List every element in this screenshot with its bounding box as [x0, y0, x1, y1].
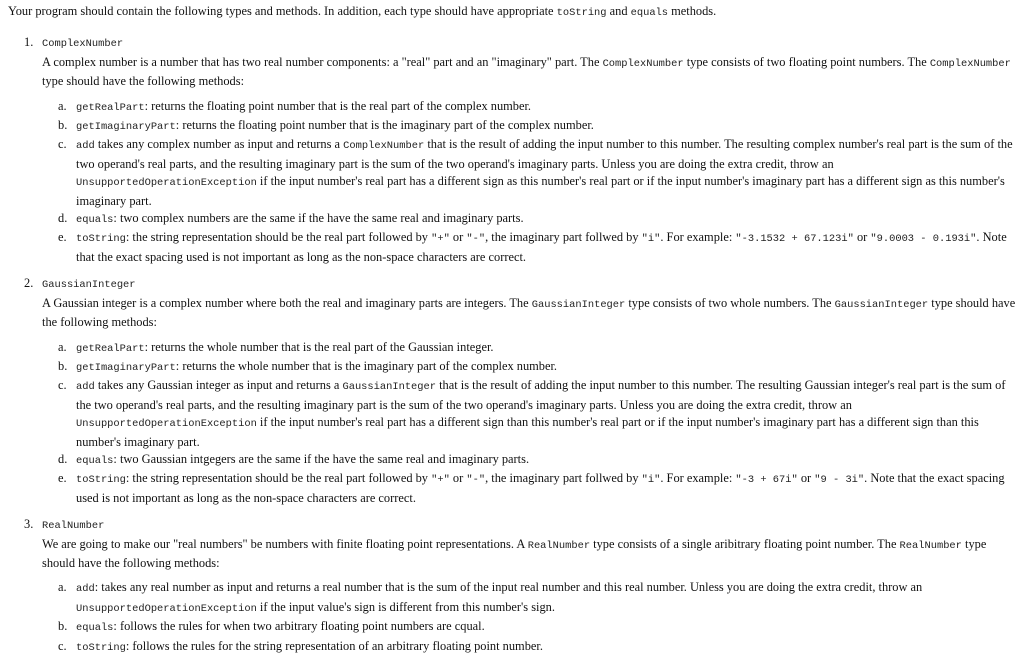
code-term: equals	[76, 622, 114, 635]
code-term: toString	[76, 641, 126, 654]
method-item: c. toString: follows the rules for the string representation of an arbitrary floating point number.	[58, 638, 543, 654]
method-list	[42, 339, 1016, 508]
code-term: RealNumber	[899, 539, 962, 552]
method-item: e. toString: the string representation should be the real part followed by "+" or "-", the imaginary part follwed by "i". For example: "-3 + 67i" or "9 - 3i". Note that the exact spacing used is not important as long as the non-space characters are correct.	[58, 471, 1005, 505]
section-complex-number	[24, 34, 1016, 266]
method-list	[42, 579, 1016, 657]
method-item: b. getImaginaryPart: returns the whole number that is the imaginary part of the complex number.	[58, 358, 558, 374]
method-item: e. toString: the string representation should be the real part followed by "+" or "-", the imaginary part follwed by "i". For example: "-3.1532 + 67.123i" or "9.0003 - 0.193i". Note that the exact spacing used is not important as long as the non-space characters are correct.	[58, 230, 1007, 264]
method-item: b. equals: follows the rules for when two arbitrary floating point numbers are cqual.	[58, 619, 485, 635]
code-term: getImaginaryPart	[76, 121, 176, 134]
method-item: b. getImaginaryPart: returns the floating point number that is the imaginary part of the complex number.	[58, 118, 594, 134]
code-term: "i"	[641, 233, 661, 246]
section-gaussian-integer	[24, 275, 1016, 507]
section-number: 2.	[24, 276, 34, 291]
code-term: "i"	[641, 474, 661, 487]
code-term: add	[76, 381, 95, 394]
code-term: equals	[76, 454, 114, 467]
code-term: RealNumber	[527, 539, 591, 552]
section-heading	[24, 516, 1016, 535]
method-item: c. add takes any complex number as input and returns a ComplexNumber that is the result of adding the input number to this number. The resulting complex number's real part is the sum of the two operand's real parts, and the resulting imaginary part is the sum of the two operand's imaginary parts. Unless you are doing the extra credit, throw an UnsupportedOperationException if the input number's real part has a different sign as this number's real part or if the input number's imaginary part has a different sign as this number's imaginary part.	[58, 137, 1013, 208]
code-term: GaussianInteger	[531, 298, 626, 311]
method-item: d. equals: two Gaussian intgegers are the same if the have the same real and imaginary parts.	[58, 451, 530, 467]
section-heading	[24, 275, 1016, 294]
code-term: ComplexNumber	[929, 57, 1011, 70]
code-term: getRealPart	[76, 101, 145, 114]
code-example: "-3.1532 + 67.123i"	[735, 233, 854, 246]
code-term: equals	[630, 7, 669, 19]
code-example: "9.0003 - 0.193i"	[870, 233, 977, 246]
section-description: A Gaussian integer is a complex number where both the real and imaginary parts are integers. The GaussianInteger type consists of two whole numbers. The GaussianInteger type should have the following methods:	[42, 295, 1016, 330]
code-term: getImaginaryPart	[76, 361, 176, 374]
method-item: c. add takes any Gaussian integer as input and returns a GaussianInteger that is the result of adding the input number to this number. The resulting Gaussian integer's real part is the sum of the two operand's real parts, and the resulting imaginary part is the sum of the two operand's imaginary parts. Unless you are doing the extra credit, throw an UnsupportedOperationException if the input number's real part has a different sign than this number's real part or if the input number's imaginary part has a different sign than this number's imaginary part.	[58, 378, 1006, 449]
section-number: 3.	[24, 517, 34, 532]
section-description: We are going to make our "real numbers" be numbers with finite floating point representations. A RealNumber type consists of a single aribitrary floating point number. The RealNumber type should have the following methods:	[42, 536, 987, 570]
code-term: UnsupportedOperationException	[76, 177, 257, 190]
code-term: add	[76, 140, 95, 153]
code-term: "+"	[431, 233, 450, 246]
method-item: a. getRealPart: returns the floating point number that is the real part of the complex number.	[58, 98, 532, 114]
code-term: ComplexNumber	[343, 140, 425, 153]
method-item: a. add: takes any real number as input and returns a real number that is the sum of the input real number and this real number. Unless you are doing the extra credit, throw an UnsupportedOperationException if the input value's sign is different from this number's sign.	[58, 580, 923, 615]
intro-paragraph	[8, 3, 1016, 22]
code-term: equals	[76, 214, 114, 227]
code-term: toString	[556, 7, 607, 19]
section-type-name: ComplexNumber	[42, 38, 124, 51]
method-list	[42, 98, 1016, 267]
code-term: GaussianInteger	[342, 381, 436, 394]
section-type-name: RealNumber	[42, 520, 105, 533]
method-item: d. equals: two complex numbers are the same if the have the same real and imaginary parts.	[58, 211, 524, 227]
section-description: A complex number is a number that has two real number components: a "real" part and an "imaginary" part. The ComplexNumber type consists of two floating point numbers. The ComplexNumber type should have the following methods:	[42, 54, 1011, 89]
intro-text: methods.	[668, 4, 717, 18]
code-term: "+"	[431, 474, 450, 487]
code-term: GaussianInteger	[834, 298, 929, 311]
code-example: "-3 + 67i"	[735, 474, 798, 487]
section-real-number	[24, 516, 1016, 657]
code-term: "-"	[466, 474, 486, 487]
code-term: toString	[76, 474, 126, 487]
method-item: a. getRealPart: returns the whole number that is the real part of the Gaussian integer.	[58, 339, 494, 355]
code-term: "-"	[466, 233, 486, 246]
section-heading	[24, 34, 1016, 53]
code-term: getRealPart	[76, 342, 145, 355]
code-term: toString	[76, 233, 126, 246]
section-number: 1.	[24, 35, 34, 50]
code-example: "9 - 3i"	[814, 474, 865, 487]
code-term: add	[76, 583, 95, 596]
intro-text: and	[606, 4, 631, 18]
intro-text: Your program should contain the following types and methods. In addition, each type should have appropriate	[8, 4, 557, 18]
code-term: ComplexNumber	[602, 57, 684, 70]
code-term: UnsupportedOperationException	[76, 418, 257, 431]
code-term: UnsupportedOperationException	[76, 602, 257, 615]
section-type-name: GaussianInteger	[42, 279, 136, 292]
